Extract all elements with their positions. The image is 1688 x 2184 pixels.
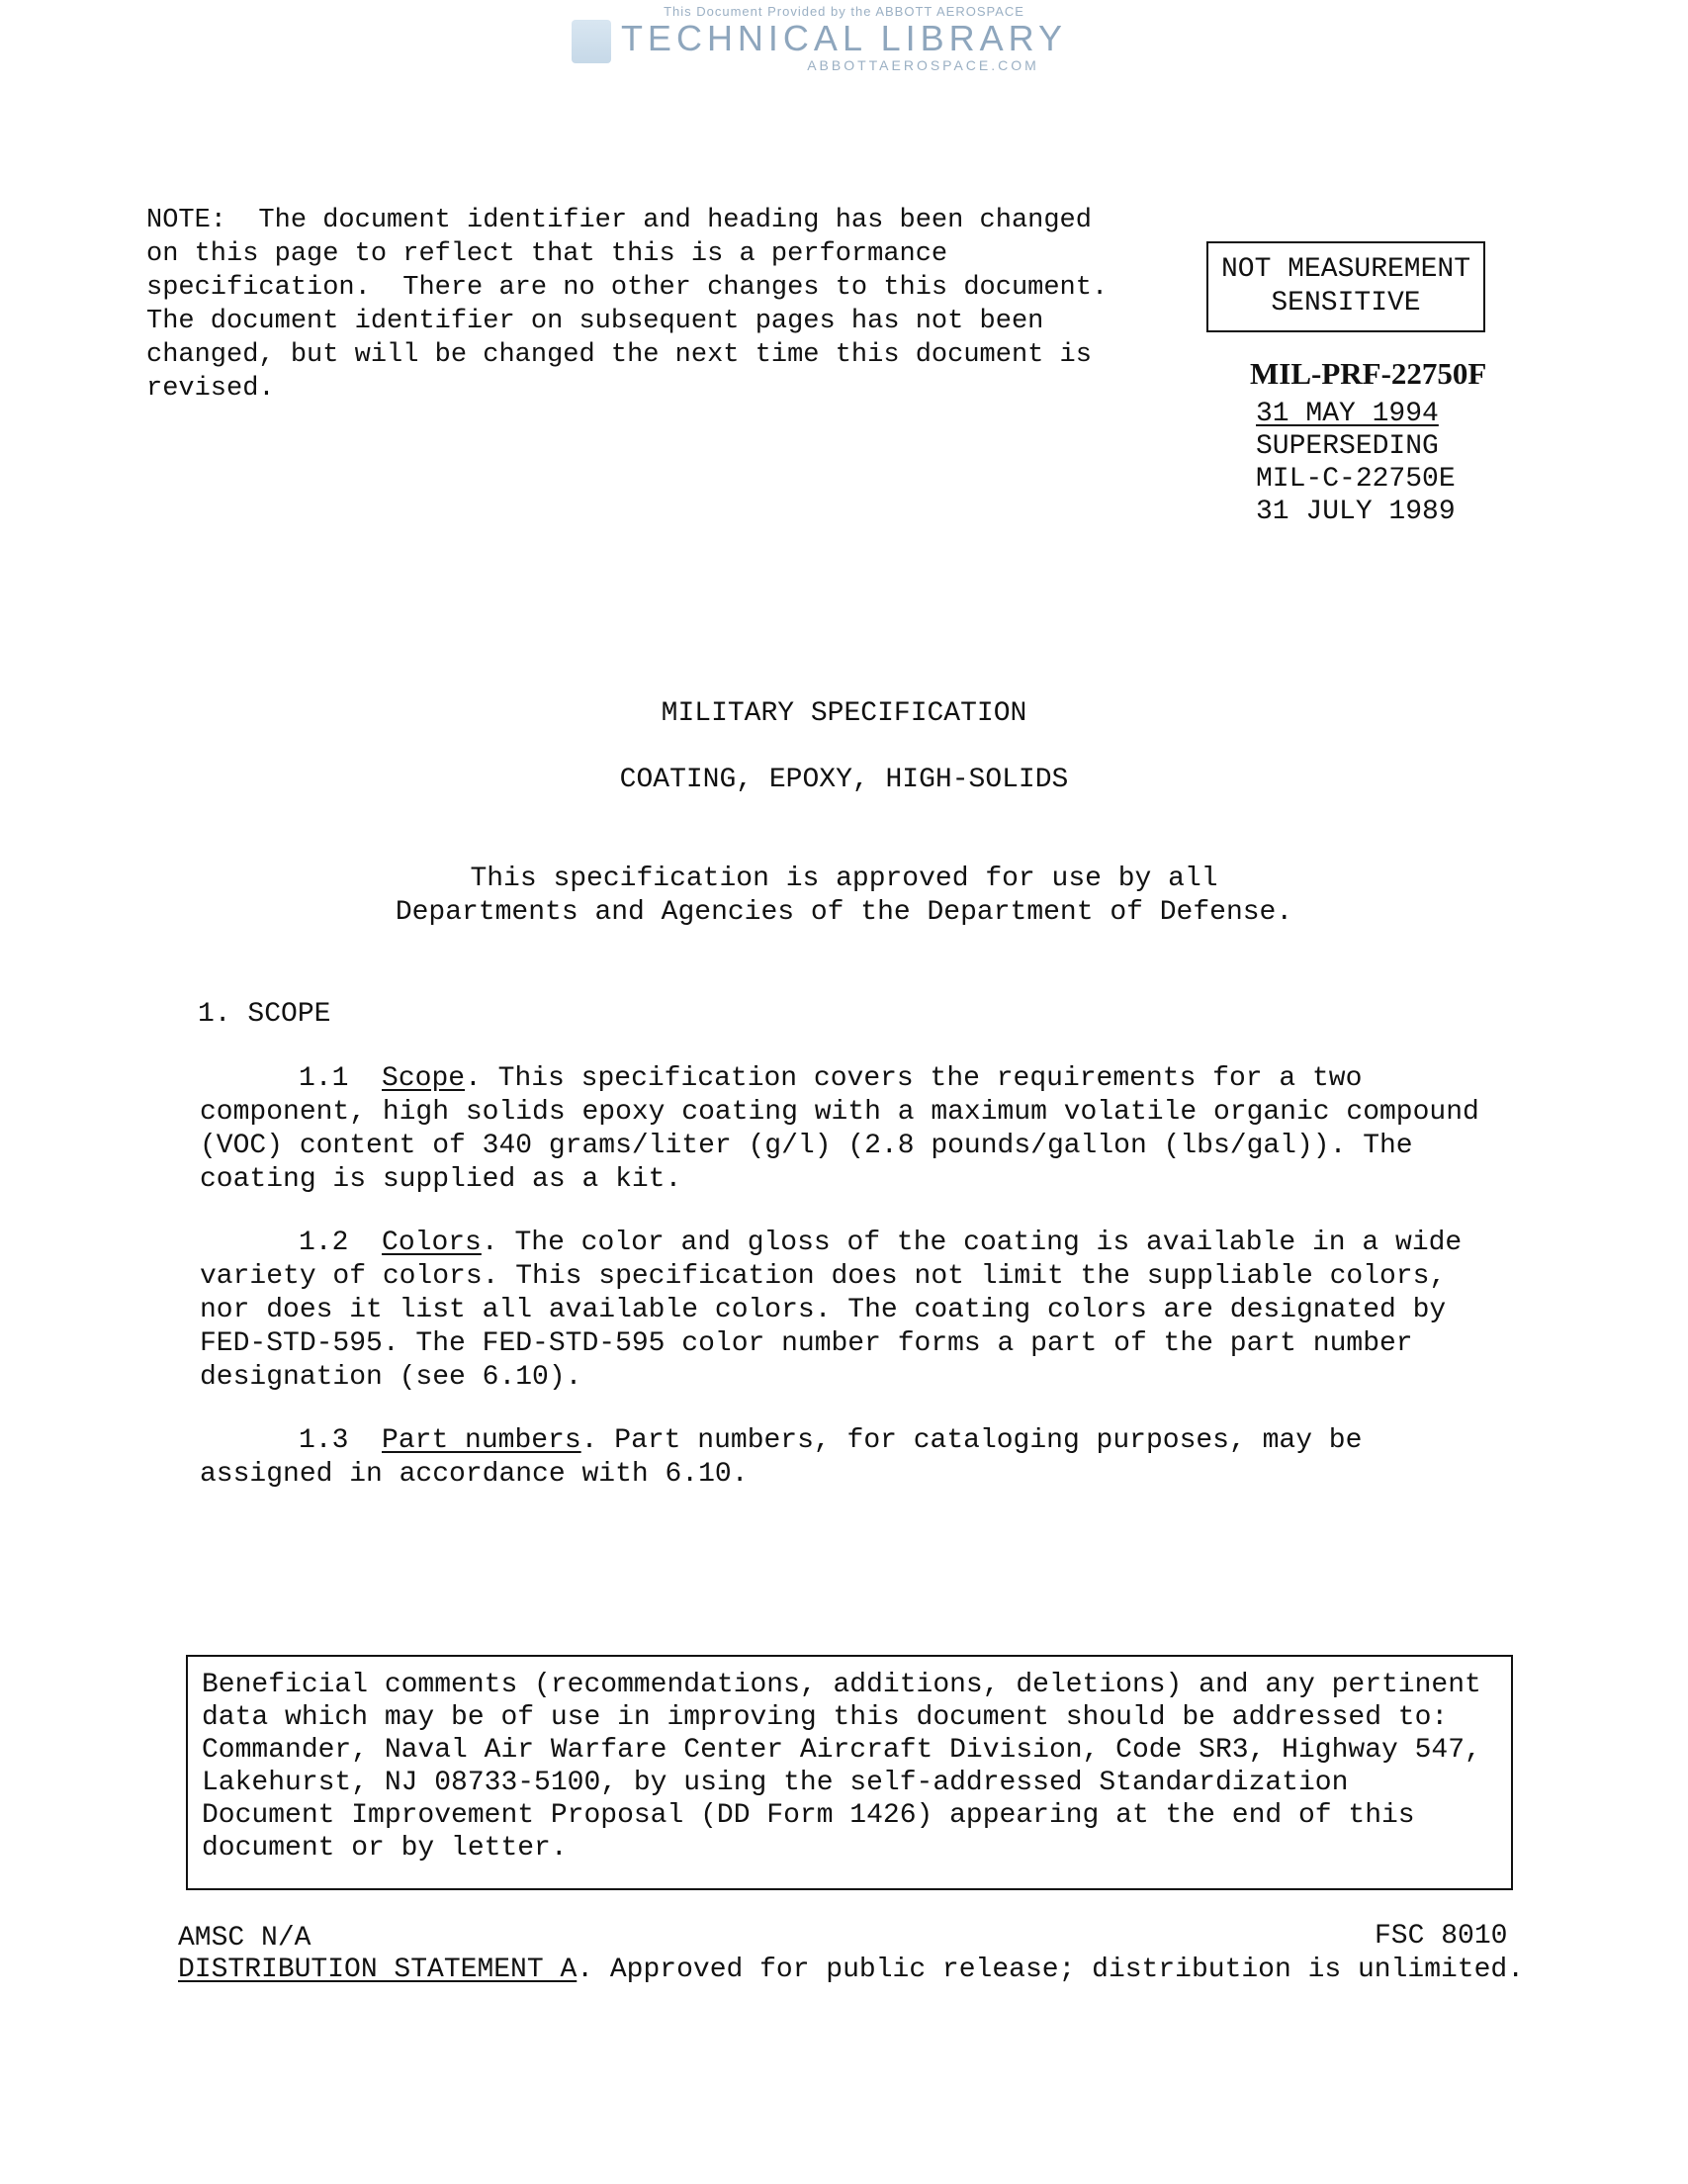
spec-title-heading: COATING, EPOXY, HIGH-SOLIDS bbox=[619, 765, 1069, 795]
superseded-date: 31 JULY 1989 bbox=[1256, 497, 1456, 527]
fsc-code: FSC 8010 bbox=[1375, 1921, 1508, 1952]
paragraph-1-2 bbox=[200, 1227, 1505, 1395]
paragraph-number: 1.1 bbox=[299, 1063, 349, 1094]
paragraph-text: . Part numbers, for cataloging purposes, may be assigned in accordance with 6.10. bbox=[200, 1425, 1363, 1490]
document-identifier: MIL-PRF-22750F bbox=[1250, 356, 1487, 391]
paragraph-1-1 bbox=[200, 1062, 1505, 1197]
approval-line-1: This specification is approved for use by all bbox=[470, 864, 1218, 894]
amsc-code: AMSC N/A bbox=[178, 1923, 311, 1954]
watermark-title: TECHNICAL LIBRARY bbox=[620, 18, 1068, 58]
watermark-url: ABBOTTAEROSPACE.COM bbox=[807, 57, 1039, 73]
document-date: 31 MAY 1994 bbox=[1256, 399, 1439, 429]
comments-box: Beneficial comments (recommendations, additions, deletions) and any pertinent data which may be of use in improving this document should be addressed to: Commander, Naval Air Warfare Center Aircraft Division, Code SR3, Highway 547, Lakehurst, NJ 08733-5100, by using the self-addressed Standardization Document Improvement Proposal (DD Form 1426) appearing at the end of this document or by letter. bbox=[186, 1655, 1513, 1890]
section-heading: 1. SCOPE bbox=[198, 999, 331, 1030]
paragraph-title: Colors bbox=[382, 1228, 482, 1258]
paragraph-number: 1.3 bbox=[299, 1425, 349, 1456]
superseded-identifier: MIL-C-22750E bbox=[1256, 464, 1456, 495]
approval-line-2: Departments and Agencies of the Department of Defense. bbox=[395, 897, 1293, 928]
measurement-line-1: NOT MEASUREMENT bbox=[1220, 254, 1471, 285]
approval-statement bbox=[0, 863, 1688, 930]
paragraph-title: Scope bbox=[382, 1063, 466, 1094]
document-dates bbox=[1256, 398, 1456, 528]
change-note: NOTE: The document identifier and heading has been changed on this page to reflect that this is a performance specification. There are no other changes to this document. The document identifier on subsequent pages has not been changed, but will be changed the next time this document is revised. bbox=[146, 206, 1109, 404]
paragraph-text: . The color and gloss of the coating is available in a wide variety of colors. This specification does not limit the suppliable colors, nor does it list all available colors. The coating colors are designated by FED-STD-595. The FED-STD-595 color number forms a part of the part number designation (see 6.10). bbox=[200, 1228, 1463, 1393]
paragraph-1-3 bbox=[200, 1424, 1505, 1492]
superseding-label: SUPERSEDING bbox=[1256, 431, 1439, 462]
distribution-text: . Approved for public release; distribution is unlimited. bbox=[577, 1955, 1525, 1985]
distribution-statement bbox=[178, 1955, 1562, 1985]
paragraph-number: 1.2 bbox=[299, 1228, 349, 1258]
paragraph-title: Part numbers bbox=[382, 1425, 581, 1456]
watermark-provider: This Document Provided by the ABBOTT AEROSPACE bbox=[664, 4, 1024, 19]
paragraph-text: . This specification covers the requirements for a two component, high solids epoxy coating with a maximum volatile organic compound (VOC) content of 340 grams/liter (g/l) (2.8 pounds/gallon (lbs/gal)). The coating is supplied as a kit. bbox=[200, 1063, 1479, 1195]
measurement-sensitivity-box bbox=[1206, 241, 1485, 332]
watermark bbox=[0, 0, 1688, 79]
measurement-line-2: SENSITIVE bbox=[1271, 288, 1421, 318]
distribution-label: DISTRIBUTION STATEMENT A bbox=[178, 1955, 577, 1985]
spec-type-heading: MILITARY SPECIFICATION bbox=[661, 698, 1027, 729]
